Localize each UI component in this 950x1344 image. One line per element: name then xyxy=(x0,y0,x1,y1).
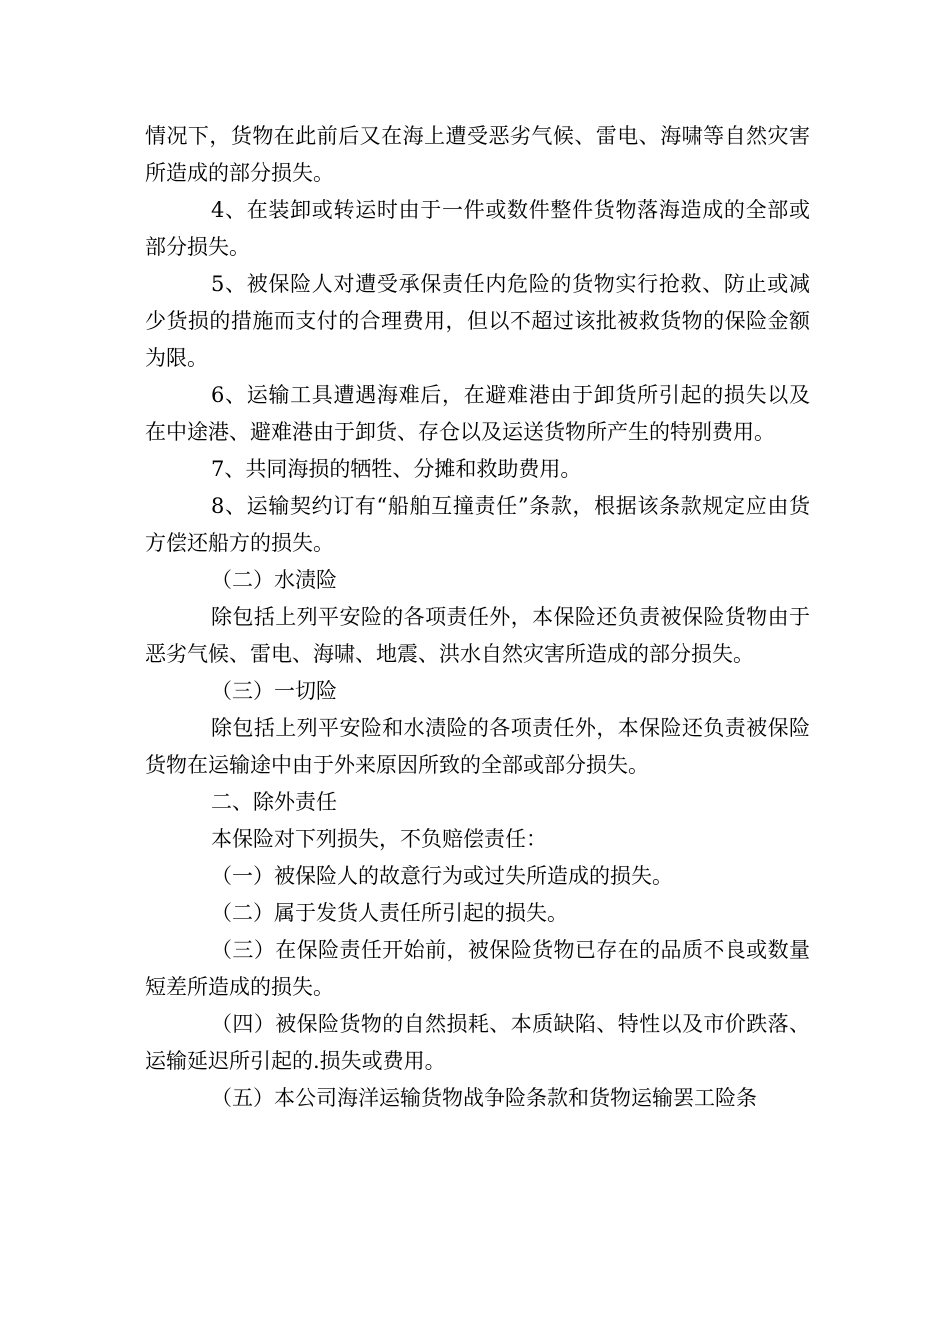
paragraph-item-4: 4、在装卸或转运时由于一件或数件整件货物落海造成的全部或部分损失。 xyxy=(145,198,810,259)
paragraph-all-risks: 除包括上列平安险和水渍险的各项责任外，本保险还负责被保险货物在运输途中由于外来原因所致的全部或部分损失。 xyxy=(145,716,810,777)
section-heading-exclusions: 二、除外责任 xyxy=(211,790,337,814)
paragraph-item-8: 8、运输契约订有“船舶互撞责任”条款，根据该条款规定应由货方偿还船方的损失。 xyxy=(145,494,810,555)
paragraph-exclusion-2: （二）属于发货人责任所引起的损失。 xyxy=(211,901,568,925)
section-heading-with-particular-average: （二）水渍险 xyxy=(211,568,337,592)
paragraph-with-particular-average: 除包括上列平安险的各项责任外，本保险还负责被保险货物由于恶劣气候、雷电、海啸、地震、洪水自然灾害所造成的部分损失。 xyxy=(145,605,810,666)
paragraph-exclusions-intro: 本保险对下列损失，不负赔偿责任： xyxy=(211,827,547,851)
paragraph-exclusion-1: （一）被保险人的故意行为或过失所造成的损失。 xyxy=(211,864,673,888)
paragraph-exclusion-4: （四）被保险货物的自然损耗、本质缺陷、特性以及市价跌落、运输延迟所引起的.损失或费用。 xyxy=(145,1012,810,1073)
paragraph-exclusion-3: （三）在保险责任开始前，被保险货物已存在的品质不良或数量短差所造成的损失。 xyxy=(145,938,810,999)
paragraph-item-6: 6、运输工具遭遇海难后，在避难港由于卸货所引起的损失以及在中途港、避难港由于卸货、存仓以及运送货物所产生的特别费用。 xyxy=(145,383,810,444)
document-body xyxy=(145,118,810,1117)
section-heading-all-risks: （三）一切险 xyxy=(211,679,337,703)
paragraph-continuation: 情况下，货物在此前后又在海上遭受恶劣气候、雷电、海啸等自然灾害所造成的部分损失。 xyxy=(145,124,810,185)
paragraph-exclusion-5: （五）本公司海洋运输货物战争险条款和货物运输罢工险条 xyxy=(211,1086,757,1110)
paragraph-item-7: 7、共同海损的牺牲、分摊和救助费用。 xyxy=(211,457,582,481)
paragraph-item-5: 5、被保险人对遭受承保责任内危险的货物实行抢救、防止或减少货损的措施而支付的合理费用，但以不超过该批被救货物的保险金额为限。 xyxy=(145,272,810,370)
